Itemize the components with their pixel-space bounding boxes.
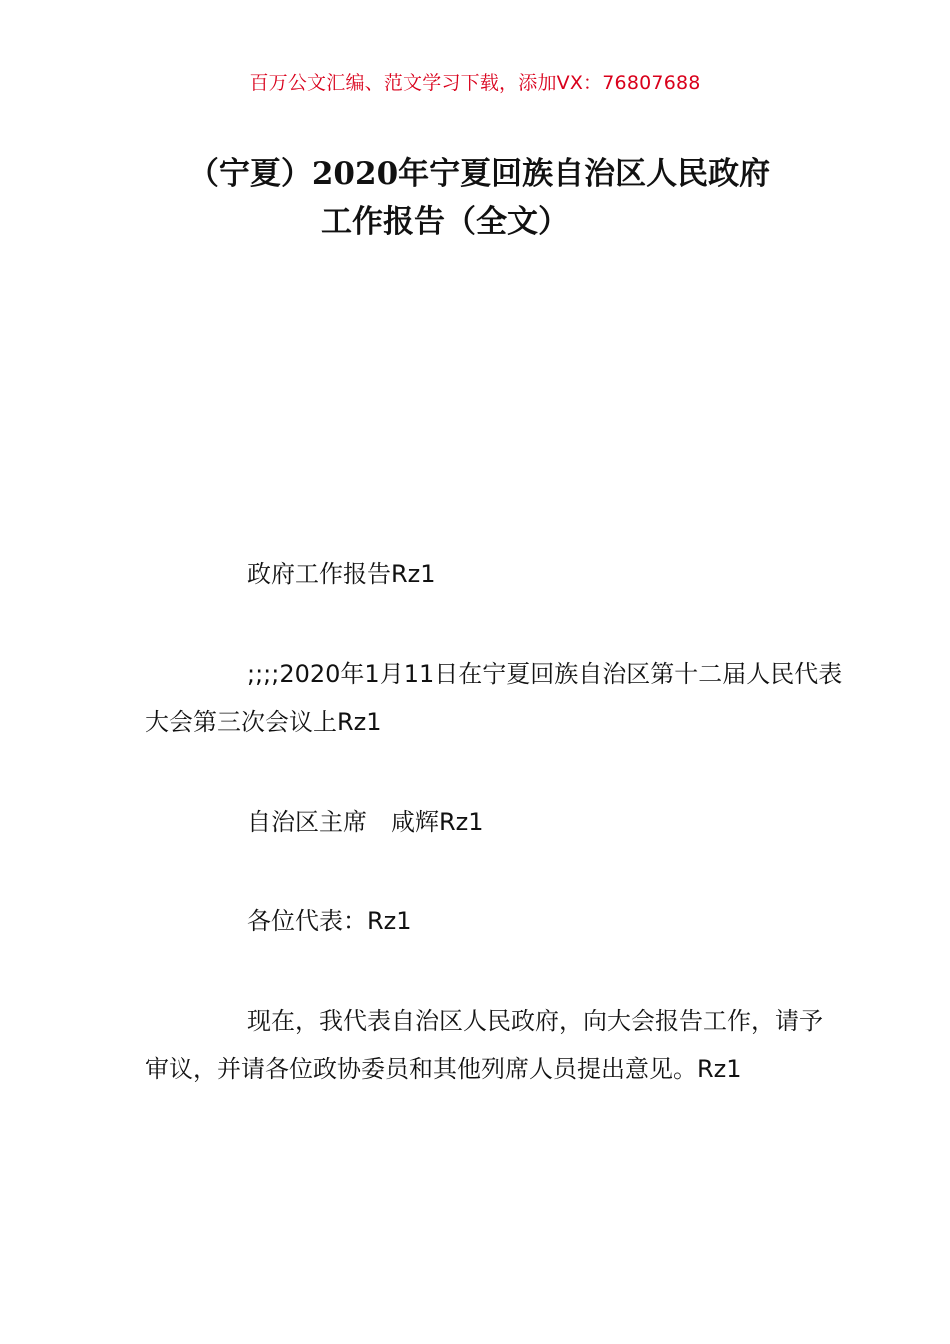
paragraph-meeting-date: ;;;;2020年1月11日在宁夏回族自治区第十二届人民代表大会第三次会议上Rz1 [145,660,843,736]
document-title [0,150,950,246]
paragraph-salutation: 各位代表：Rz1 [247,907,412,935]
title-line-1: （宁夏）2020年宁夏回族自治区人民政府 [187,156,771,192]
title-line-2: 工作报告（全文） [321,204,569,240]
watermark-header-note: 百万公文汇编、范文学习下载，添加VX：76807688 [249,72,701,94]
paragraph-opening: 现在，我代表自治区人民政府，向大会报告工作，请予审议，并请各位政协委员和其他列席人员提出意见。Rz1 [145,1007,823,1083]
paragraph-speaker [145,798,845,846]
speaker-title: 自治区主席 [247,808,367,836]
paragraph-report-heading: 政府工作报告Rz1 [247,560,436,588]
speaker-name: 咸辉Rz1 [391,808,484,836]
